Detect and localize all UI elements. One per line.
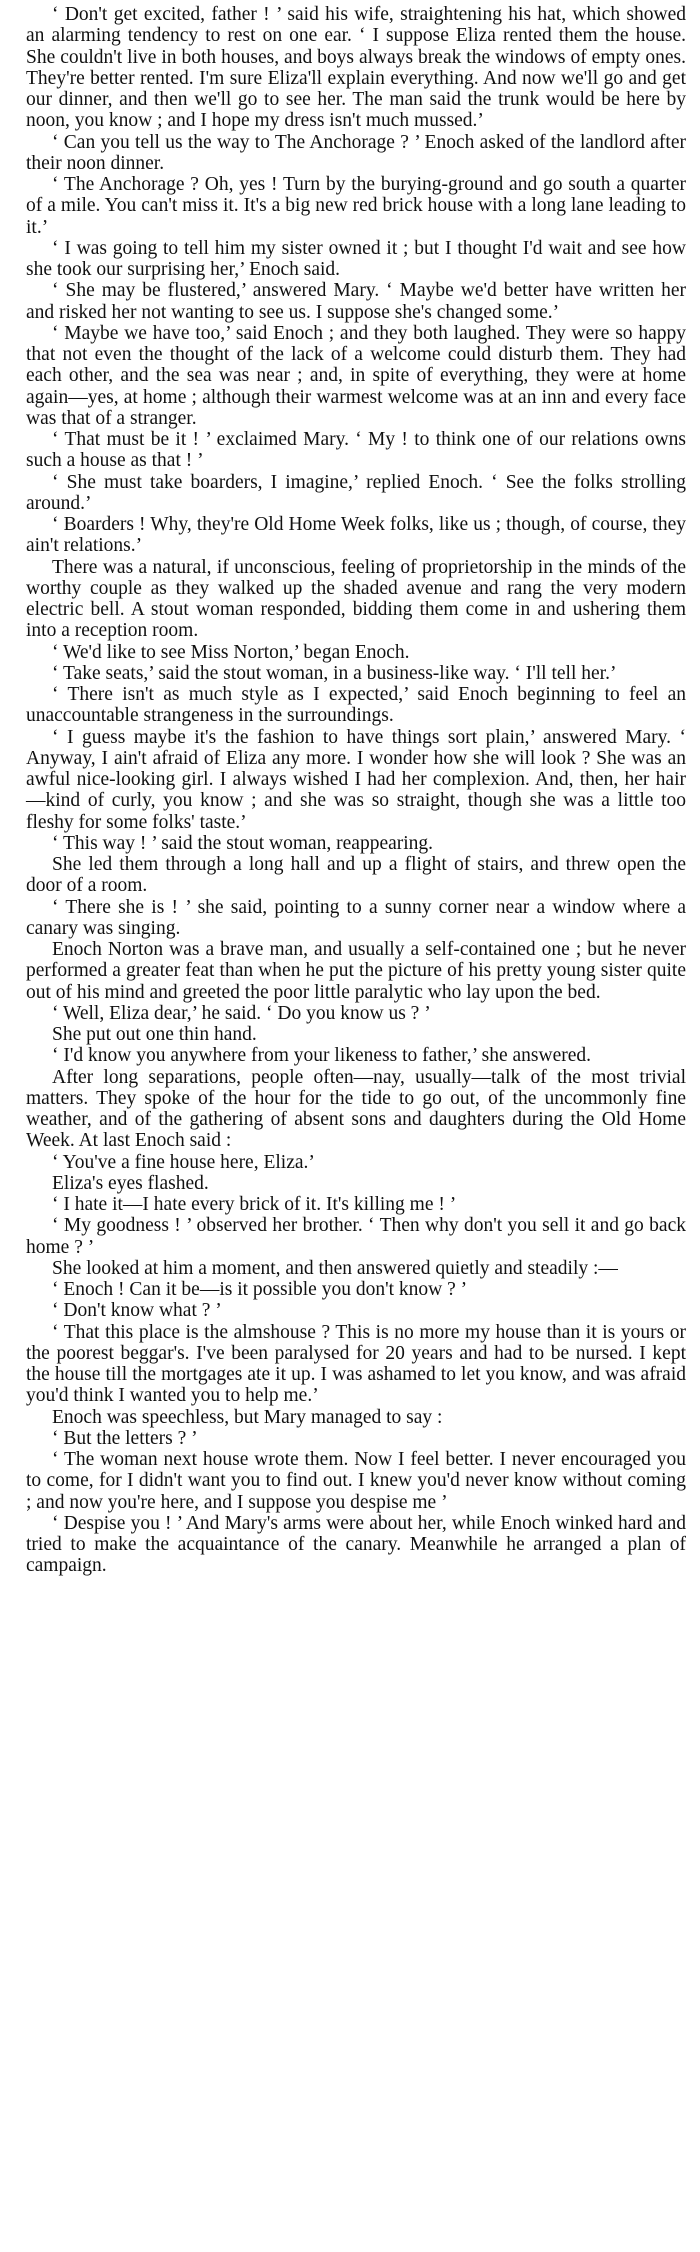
paragraph: Eliza's eyes flashed. xyxy=(52,1172,209,1194)
paragraph: ‘ Don't get excited, father ! ’ said his wife, straightening his hat, which showed an alarming tendency to rest on one ear. ‘ I suppose Eliza rented them the house. She couldn't live in both houses, and boys always break the windows of empty ones. They're better rented. I'm sure Eliza'll explain everything. And now we'll go and get our dinner, and then we'll go to see her. The man said the trunk would be here by noon, you know ; and I hope my dress isn't much mussed.’ xyxy=(26,4,686,132)
paragraph: ‘ The Anchorage ? Oh, yes ! Turn by the burying-ground and go south a quarter of a mile. You can't miss it. It's a big new red brick house with a long lane leading to it.’ xyxy=(26,174,686,238)
paragraph: She led them through a long hall and up a flight of stairs, and threw open the door of a room. xyxy=(26,854,686,897)
paragraph: ‘ We'd like to see Miss Norton,’ began Enoch. xyxy=(52,641,410,663)
paragraph: ‘ There isn't as much style as I expected,’ said Enoch beginning to feel an unaccountable strangeness in the surroundings. xyxy=(26,684,686,727)
paragraph: ‘ That must be it ! ’ exclaimed Mary. ‘ My ! to think one of our relations owns such a house as that ! ’ xyxy=(26,429,686,472)
paragraph: She put out one thin hand. xyxy=(52,1024,257,1045)
paragraph: ‘ I was going to tell him my sister owned it ; but I thought I'd wait and see how she took our surprising her,’ Enoch said. xyxy=(26,237,686,280)
paragraph: ‘ She must take boarders, I imagine,’ replied Enoch. ‘ See the folks strolling around.’ xyxy=(26,471,686,514)
paragraph: ‘ I guess maybe it's the fashion to have things sort plain,’ answered Mary. ‘ Anyway, I ain't afraid of Eliza any more. I wonder how she will look ? She was an awful nice-looking girl. I always wished I had her complexion. And, then, her hair—kind of curly, you know ; and she was so straight, though she was a little too fleshy for some folks' taste.’ xyxy=(26,726,686,833)
paragraph: There was a natural, if unconscious, feeling of proprietorship in the minds of the worthy couple as they walked up the shaded avenue and rang the very modern electric bell. A stout woman responded, bidding them come in and ushering them into a reception room. xyxy=(26,556,686,642)
paragraph: ‘ Despise you ! ’ And Mary's arms were about her, while Enoch winked hard and tried to make the acquaintance of the canary. Meanwhile he arranged a plan of campaign. xyxy=(26,1512,686,1577)
paragraph: ‘ This way ! ’ said the stout woman, reappearing. xyxy=(52,832,434,854)
paragraph: She looked at him a moment, and then answered quietly and steadily :— xyxy=(52,1257,618,1279)
paragraph: ‘ Maybe we have too,’ said Enoch ; and they both laughed. They were so happy that not even the thought of the lack of a welcome could disturb them. They had each other, and the sea was near ; and, in spite of everything, they were at home again—yes, at home ; although their warmest welcome was at an inn and every face was that of a stranger. xyxy=(26,322,686,429)
paragraph: ‘ You've a fine house here, Eliza.’ xyxy=(52,1151,315,1173)
paragraph: ‘ Enoch ! Can it be—is it possible you don't know ? ’ xyxy=(52,1279,468,1300)
paragraph: ‘ Don't know what ? ’ xyxy=(52,1300,222,1322)
paragraph: After long separations, people often—nay, usually—talk of the most trivial matters. They spoke of the hour for the tide to go out, of the uncommonly fine weather, and of the gathering of absent sons and daughters during the Old Home Week. At last Enoch said : xyxy=(26,1066,686,1152)
paragraph: ‘ She may be flustered,’ answered Mary. ‘ Maybe we'd better have written her and risked her not wanting to see us. I suppose she's changed some.’ xyxy=(26,280,686,323)
paragraph: ‘ Can you tell us the way to The Anchorage ? ’ Enoch asked of the landlord after their noon dinner. xyxy=(26,131,686,174)
paragraph: Enoch Norton was a brave man, and usually a self-contained one ; but he never performed a greater feat than when he put the picture of his pretty young sister quite out of his mind and greeted the poor little paralytic who lay upon the bed. xyxy=(26,939,686,1003)
paragraph: ‘ There she is ! ’ she said, pointing to a sunny corner near a window where a canary was singing. xyxy=(26,896,686,939)
paragraph: ‘ The woman next house wrote them. Now I feel better. I never encouraged you to come, for I didn't want you to find out. I knew you'd never know without coming ; and now you're here, and I suppose you despise me ’ xyxy=(26,1449,686,1513)
paragraph: ‘ That this place is the almshouse ? This is no more my house than it is yours or the poorest beggar's. I've been paralysed for 20 years and had to be nursed. I kept the house till the mortgages ate it up. I was ashamed to let you know, and was afraid you'd think I wanted you to help me.’ xyxy=(26,1321,686,1407)
paragraph: Enoch was speechless, but Mary managed to say : xyxy=(52,1406,443,1428)
paragraph: ‘ I hate it—I hate every brick of it. It's killing me ! ’ xyxy=(52,1194,457,1215)
paragraph: ‘ My goodness ! ’ observed her brother. ‘ Then why don't you sell it and go back home ? ’ xyxy=(26,1215,686,1258)
paragraph: ‘ Well, Eliza dear,’ he said. ‘ Do you know us ? ’ xyxy=(52,1002,431,1024)
paragraph: ‘ I'd know you anywhere from your likeness to father,’ she answered. xyxy=(52,1045,591,1067)
paragraph: ‘ Take seats,’ said the stout woman, in a business-like way. ‘ I'll tell her.’ xyxy=(52,662,617,684)
paragraph: ‘ Boarders ! Why, they're Old Home Week folks, like us ; though, of course, they ain't relations.’ xyxy=(26,514,686,557)
paragraph: ‘ But the letters ? ’ xyxy=(52,1427,198,1449)
